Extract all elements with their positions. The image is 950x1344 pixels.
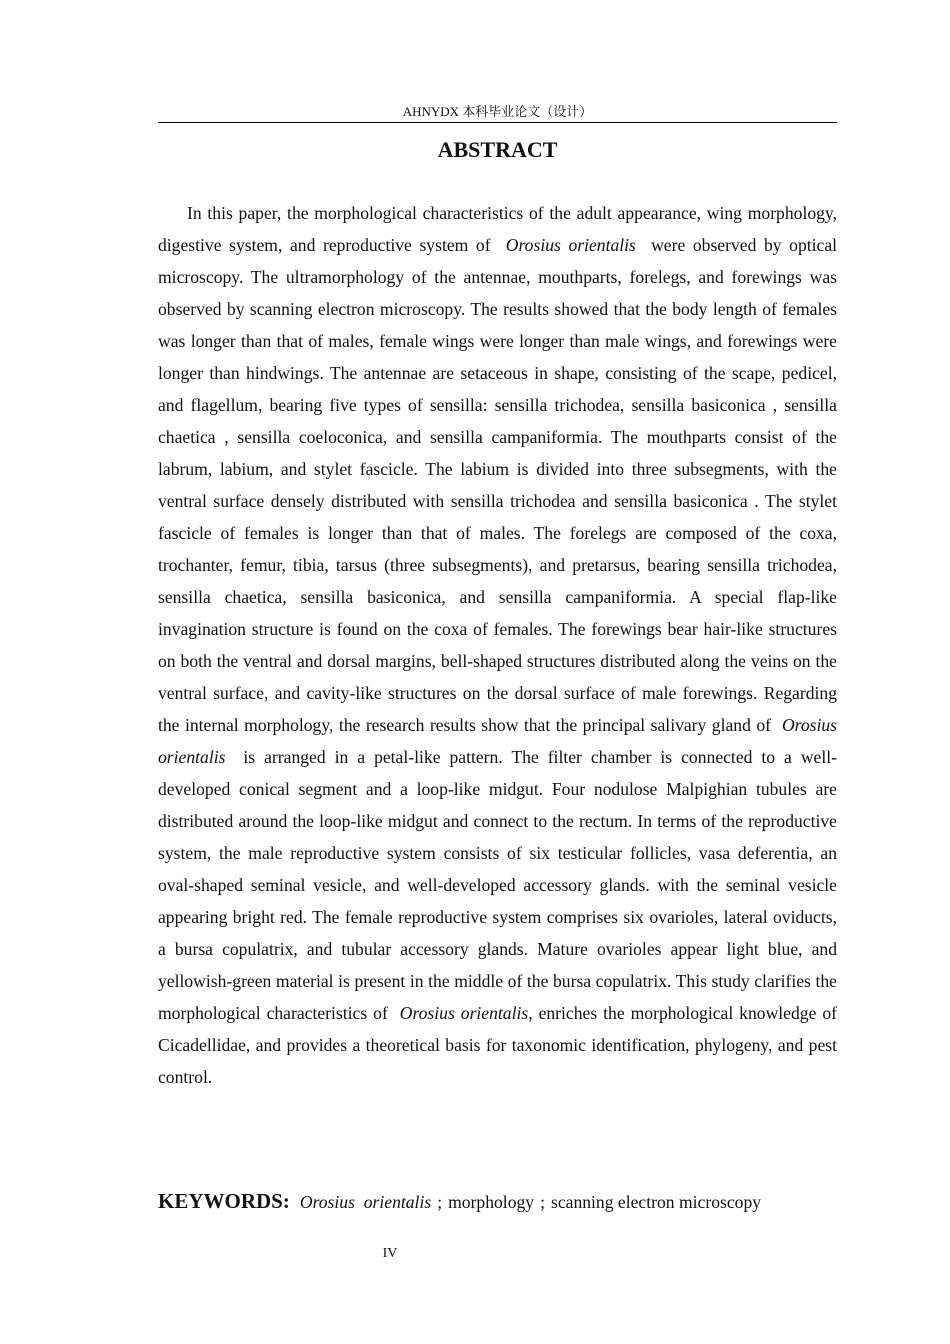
keyword-separator: ; bbox=[540, 1192, 545, 1212]
species-name: Orosius orientalis bbox=[158, 715, 838, 767]
running-header: AHNYDX 本科毕业论文（设计） bbox=[402, 104, 593, 119]
abstract-text-part-3: is arranged in a petal-like pattern. The filter chamber is connected to a well-developed conical segment and a loop-like midgut. Four nodulose Malpighian tubules are distributed around the loop-like midgut and connect to the rectum. In terms of the reproductive system, the male reproductive system consists of six testicular follicles, vasa deferentia, an oval-shaped seminal vesicle, and well-developed accessory glands. with the seminal vesicle appearing bright red. The female reproductive system comprises six ovarioles, lateral oviducts, a bursa copulatrix, and tubular accessory glands. Mature ovarioles appear light blue, and yellowish-green material is present in the middle of the bursa copulatrix. This study clarifies the morphological characteristics of bbox=[158, 747, 837, 1023]
header-rule bbox=[158, 122, 837, 123]
keywords-line bbox=[158, 1185, 858, 1218]
abstract-title: ABSTRACT bbox=[437, 137, 558, 162]
abstract-text-part-4: , enriches the morphological knowledge of Cicadellidae, and provides a theoretical basis for taxonomic identification, phylogeny, and pest control. bbox=[158, 1003, 837, 1087]
keyword-item: morphology bbox=[448, 1192, 535, 1212]
abstract-text-part-2: were observed by optical microscopy. The ultramorphology of the antennae, mouthparts, forelegs, and forewings was observed by scanning electron microscopy. The results showed that the body length of females was longer than that of males, female wings were longer than male wings, and forewings were longer than hindwings. The antennae are setaceous in shape, consisting of the scape, pedicel, and flagellum, bearing five types of sensilla: sensilla trichodea, sensilla basiconica , sensilla chaetica , sensilla coeloconica, and sensilla campaniformia. The mouthparts consist of the labrum, labium, and stylet fascicle. The labium is divided into three subsegments, with the ventral surface densely distributed with sensilla trichodea and sensilla basiconica . The stylet fascicle of females is longer than that of males. The forelegs are composed of the coxa, trochanter, femur, tibia, tarsus (three subsegments), and pretarsus, bearing sensilla trichodea, sensilla chaetica, sensilla basiconica, and sensilla campaniformia. A special flap-like invagination structure is found on the coxa of females. The forewings bear hair-like structures on both the ventral and dorsal margins, bell-shaped structures distributed along the veins on the ventral surface, and cavity-like structures on the dorsal surface of male forewings. Regarding the internal morphology, the research results show that the principal salivary gland of bbox=[158, 235, 838, 735]
keywords-colon: : bbox=[282, 1189, 290, 1213]
keywords-label: KEYWORDS bbox=[158, 1189, 283, 1213]
species-name: Orosius orientalis bbox=[399, 1003, 529, 1023]
keyword-item: scanning electron microscopy bbox=[550, 1192, 762, 1212]
keyword-item: Orosius orientalis bbox=[299, 1192, 432, 1212]
keyword-separator: ; bbox=[437, 1192, 443, 1212]
page-number: IV bbox=[382, 1246, 398, 1261]
species-name: Orosius orientalis bbox=[505, 235, 636, 255]
abstract-text-part-1: In this paper, the morphological characteristics of the adult appearance, wing morphology, digestive system, and reproductive system of bbox=[158, 203, 837, 255]
abstract-body bbox=[158, 197, 837, 1093]
